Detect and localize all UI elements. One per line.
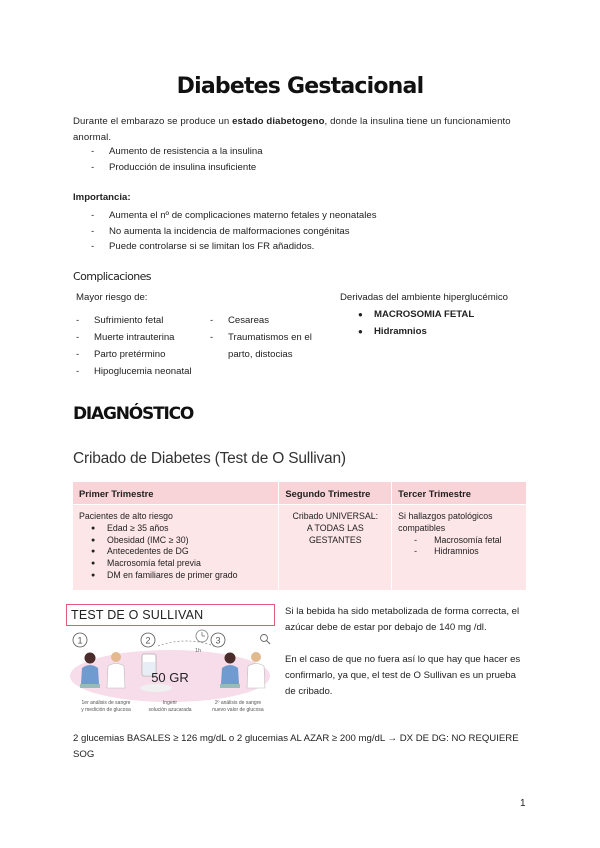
list-item: ● DM en familiares de primer grado xyxy=(91,570,272,582)
intro-list xyxy=(73,144,263,175)
osullivan-figure-header xyxy=(66,604,275,626)
list-item: - Muerte intrauterina xyxy=(76,329,192,346)
list-item: ● Antecedentes de DG xyxy=(91,546,272,558)
derivadas-list xyxy=(358,306,474,340)
dose-label: 50 GR xyxy=(151,670,189,685)
chair-icon xyxy=(80,684,100,688)
list-item: - Traumatismos en el parto, distocias xyxy=(210,329,330,363)
patient-head-icon xyxy=(225,653,236,664)
table-header-row xyxy=(73,482,527,505)
header-tercer-trimestre: Tercer Trimestre xyxy=(392,482,527,505)
derivadas-label: Derivadas del ambiente hiperglucémico xyxy=(340,292,508,303)
intro-bold-term: estado diabetogeno xyxy=(232,116,325,127)
intro-paragraph xyxy=(73,114,533,146)
list-item: - Sufrimiento fetal xyxy=(76,312,192,329)
list-item: ● Macrosomía fetal previa xyxy=(91,558,272,570)
complicaciones-column-2 xyxy=(210,312,330,363)
list-item: - Parto pretérmino xyxy=(76,346,192,363)
doctor-coat-icon xyxy=(107,664,125,689)
osullivan-figure xyxy=(66,604,275,720)
list-item: - Aumento de resistencia a la insulina xyxy=(73,144,263,160)
table-row xyxy=(73,505,527,591)
patient-head-icon xyxy=(85,653,96,664)
list-item: ● Edad ≥ 35 años xyxy=(91,523,272,535)
step-number-1: 1 xyxy=(77,635,83,646)
list-item: - Hidramnios xyxy=(414,546,520,558)
importancia-heading: Importancia: xyxy=(73,192,131,203)
page-number: 1 xyxy=(520,798,526,809)
diagnostico-heading: DIAGNÓSTICO xyxy=(73,404,194,424)
caption-line: 1er análisis de sangre xyxy=(81,700,131,706)
cell-segundo-trimestre xyxy=(279,505,392,591)
complicaciones-heading: Complicaciones xyxy=(73,270,151,283)
findings-list xyxy=(414,535,520,559)
metabolizada-paragraph: Si la bebida ha sido metabolizada de forma correcta, el azúcar debe de estar por debajo de 140 mg /dl. xyxy=(285,606,520,633)
list-item: ● Obesidad (IMC ≥ 30) xyxy=(91,535,272,547)
list-item: - Hipoglucemia neonatal xyxy=(76,363,192,380)
cell-line: A TODAS LAS GESTANTES xyxy=(306,522,364,545)
list-item: - Aumenta el nº de complicaciones materno fetales y neonatales xyxy=(73,208,377,224)
cell-tercer-trimestre xyxy=(392,505,527,591)
doctor-coat-icon xyxy=(247,664,265,689)
cell-line: Cribado UNIVERSAL: xyxy=(292,511,379,521)
caption-line: y medición de glucosa xyxy=(81,707,131,713)
doctor-head-icon xyxy=(251,652,261,662)
importancia-list xyxy=(73,208,377,255)
confirmacion-paragraph: En el caso de que no fuera así lo que hay que hacer es confirmarlo, ya que, el test de O Sullivan es un prueba de cribado. xyxy=(285,654,521,697)
glass-base-icon xyxy=(140,684,172,692)
glucemias-note: 2 glucemias BASALES ≥ 126 mg/dL o 2 glucemias AL AZAR ≥ 200 mg/dL → DX DE DG: NO REQUIERE SOG xyxy=(73,733,519,760)
list-item: - Macrosomía fetal xyxy=(414,535,520,547)
list-item: - No aumenta la incidencia de malformaciones congénitas xyxy=(73,224,377,240)
step-number-2: 2 xyxy=(145,635,151,646)
time-label: 1h xyxy=(195,648,202,654)
header-primer-trimestre: Primer Trimestre xyxy=(73,482,279,505)
list-item: ● Hidramnios xyxy=(358,323,474,340)
page-title: Diabetes Gestacional xyxy=(176,74,424,99)
caption-line: nuevo valor de glucosa xyxy=(212,707,264,713)
intro-suffix: , donde la insulina tiene un funcionamiento anormal. xyxy=(73,116,511,143)
patient-body-icon xyxy=(81,665,99,684)
osullivan-illustration xyxy=(66,626,275,720)
osullivan-figure-title: TEST DE O SULLIVAN xyxy=(71,608,204,622)
patient-body-icon xyxy=(221,665,239,684)
cell-title: Pacientes de alto riesgo xyxy=(79,511,173,521)
intro-prefix: Durante el embarazo se produce un xyxy=(73,116,233,127)
mayor-riesgo-label: Mayor riesgo de: xyxy=(76,292,148,303)
cribado-heading: Cribado de Diabetes (Test de O Sullivan) xyxy=(73,450,346,467)
risk-factor-list xyxy=(91,523,272,582)
cell-primer-trimestre xyxy=(73,505,279,591)
caption-line: solución azucarada xyxy=(148,707,192,713)
chair-icon xyxy=(220,684,240,688)
cell-title: Si hallazgos patológicos compatibles xyxy=(398,511,493,533)
list-item: ● MACROSOMIA FETAL xyxy=(358,306,474,323)
complicaciones-column-1 xyxy=(76,312,192,380)
list-item: - Puede controlarse si se limitan los FR añadidos. xyxy=(73,239,377,255)
list-item: - Cesareas xyxy=(210,312,330,329)
list-item: - Producción de insulina insuficiente xyxy=(73,160,263,176)
caption-line: 2º análisis de sangre xyxy=(214,700,262,706)
cribado-table xyxy=(72,481,527,591)
header-segundo-trimestre: Segundo Trimestre xyxy=(279,482,392,505)
caption-line: Ingerir xyxy=(162,700,178,706)
doctor-head-icon xyxy=(111,652,121,662)
step-number-3: 3 xyxy=(215,635,221,646)
